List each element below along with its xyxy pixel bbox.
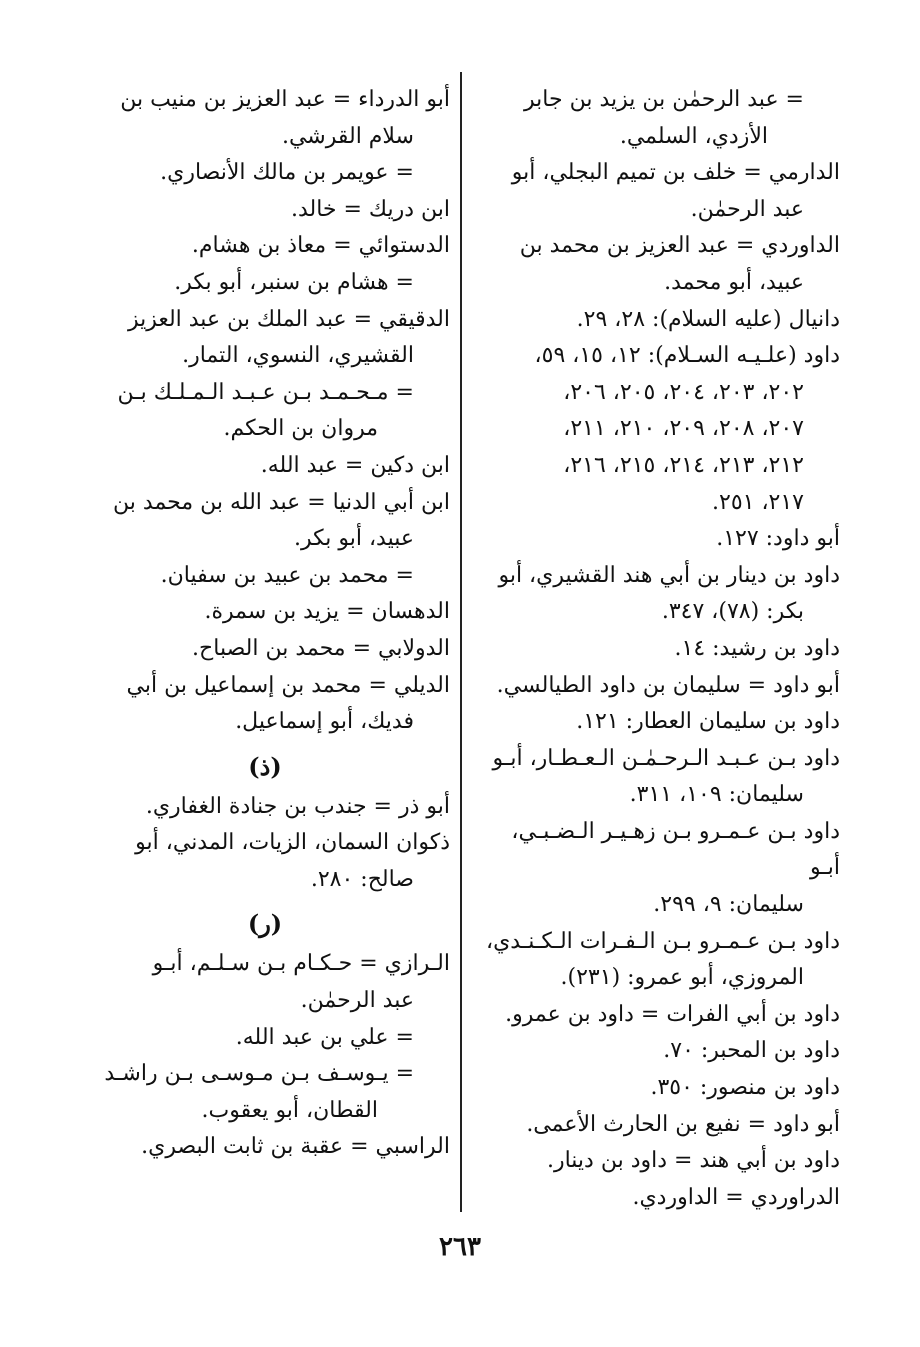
entry-line: = مـحـمـد بـن عـبـد الـمـلـك بـن	[117, 379, 414, 405]
entry-line: ابن دكين = عبد الله.	[260, 452, 450, 478]
entry-continuation-line: فديك، أبو إسماعيل.	[235, 709, 414, 735]
index-entry	[80, 594, 450, 631]
entry-line: داود بـن عـمـرو بـن زهـيـر الـضـبـي، أبـو	[511, 818, 840, 881]
index-entry	[80, 668, 450, 741]
index-column-right	[478, 82, 840, 1216]
entry-line: ابن دريك = خالد.	[290, 196, 450, 222]
index-entry	[80, 1020, 450, 1057]
index-entry	[80, 1129, 450, 1166]
entry-continuation-line: مروان بن الحكم.	[223, 416, 378, 442]
entry-continuation-line: سليمان: ٩، ٢٩٩.	[653, 892, 804, 918]
entry-line: الدهسان = يزيد بن سمرة.	[204, 599, 450, 625]
entry-continuation-line: عبيد، أبو محمد.	[664, 269, 804, 295]
entry-line: أبو ذر = جندب بن جنادة الغفاري.	[145, 793, 450, 819]
page-number: ٢٦٣	[439, 1232, 481, 1262]
index-entry	[80, 558, 450, 595]
entry-line: داود بـن عـبـد الـرحـمٰـن الـعـطـار، أبـو	[492, 745, 840, 771]
index-entry	[478, 338, 840, 521]
entry-line: أبو داود: ١٢٧.	[716, 526, 840, 552]
index-column-left	[80, 82, 450, 1166]
entry-continuation-line: القشيري، النسوي، التمار.	[182, 343, 414, 369]
column-divider	[460, 72, 462, 1212]
entry-line: داود بن رشيد: ١٤.	[674, 635, 840, 661]
entry-line: داود بن دينار بن أبي هند القشيري، أبو	[498, 562, 840, 588]
entry-line: ذكوان السمان، الزيات، المدني، أبو	[135, 830, 450, 856]
index-entry	[80, 375, 450, 448]
index-entry	[80, 631, 450, 668]
entry-line: = يـوسـف بـن مـوسـى بـن راشـد	[104, 1061, 414, 1087]
entry-continuation-line: عبد الرحمٰن.	[300, 988, 414, 1014]
entry-line: الراسبي = عقبة بن ثابت البصري.	[141, 1134, 450, 1160]
entry-line: الدراوردي = الداوردي.	[632, 1184, 840, 1210]
index-entry	[478, 704, 840, 741]
entry-line: الدولابي = محمد بن الصباح.	[192, 635, 450, 661]
section-letter-heading: (ذ)	[248, 751, 282, 781]
entry-line: الداوردي = عبد العزيز بن محمد بن	[519, 233, 840, 259]
index-entry	[478, 558, 840, 631]
index-entry	[80, 155, 450, 192]
entry-continuation-line: ٢١٢، ٢١٣، ٢١٤، ٢١٥، ٢١٦،	[563, 452, 804, 478]
entry-continuation-line: عبيد، أبو بكر.	[293, 526, 414, 552]
entry-line: داود بن أبي الفرات = داود بن عمرو.	[505, 1001, 840, 1027]
index-entry	[80, 192, 450, 229]
entry-line: = عويمر بن مالك الأنصاري.	[160, 160, 414, 186]
index-entry	[80, 448, 450, 485]
entry-line: أبو الدرداء = عبد العزيز بن منيب بن	[120, 87, 450, 112]
entry-line: داود بن سليمان العطار: ١٢١.	[576, 709, 840, 735]
entry-line: ابن أبي الدنيا = عبد الله بن محمد بن	[113, 489, 450, 515]
entry-line: = علي بن عبد الله.	[235, 1024, 414, 1050]
entry-line: أبو داود = نفيع بن الحارث الأعمى.	[526, 1111, 840, 1137]
index-entry	[80, 228, 450, 265]
index-entry	[80, 265, 450, 302]
entry-continuation-line: سليمان: ١٠٩، ٣١١.	[629, 782, 804, 808]
index-entry	[478, 302, 840, 339]
entry-line: داود بن المحبر: ٧٠.	[663, 1038, 840, 1064]
entry-continuation-line: القطان، أبو يعقوب.	[201, 1097, 378, 1123]
entry-line: داود بـن عـمـرو بـن الـفـرات الـكـنـدي،	[485, 928, 840, 954]
index-entry	[478, 155, 840, 228]
entry-line: داود بن أبي هند = داود بن دينار.	[546, 1148, 840, 1174]
index-entry	[80, 82, 450, 155]
index-entry	[478, 521, 840, 558]
index-entry	[478, 1180, 840, 1217]
entry-continuation-line: صالح: ٢٨٠.	[310, 866, 414, 892]
index-entry	[80, 825, 450, 898]
entry-line: أبو داود = سليمان بن داود الطيالسي.	[496, 672, 840, 698]
index-entry	[80, 1056, 450, 1129]
entry-continuation-line: ٢٠٢، ٢٠٣، ٢٠٤، ٢٠٥، ٢٠٦،	[563, 379, 804, 405]
index-entry	[478, 1143, 840, 1180]
index-entry	[478, 997, 840, 1034]
index-entry	[478, 668, 840, 705]
index-entry	[478, 924, 840, 997]
entry-continuation-line: الأزدي، السلمي.	[619, 123, 768, 149]
index-entry	[478, 1033, 840, 1070]
index-entry	[478, 1107, 840, 1144]
section-letter-heading: (ر)	[247, 909, 283, 939]
index-entry	[478, 631, 840, 668]
index-entry	[478, 228, 840, 301]
entry-line: = هشام بن سنبر، أبو بكر.	[174, 269, 414, 295]
entry-continuation-line: ٢٠٧، ٢٠٨، ٢٠٩، ٢١٠، ٢١١،	[563, 416, 804, 442]
entry-line: الدارمي = خلف بن تميم البجلي، أبو	[511, 160, 840, 186]
entry-continuation-line: المروزي، أبو عمرو: (٢٣١).	[560, 965, 804, 991]
index-entry	[478, 82, 840, 155]
entry-line: الـرازي = حـكـام بـن سـلـم، أبـو	[152, 951, 450, 977]
index-entry	[80, 789, 450, 826]
entry-continuation-line: بكر: (٧٨)، ٣٤٧.	[661, 599, 804, 625]
entry-line: داود بن منصور: ٣٥٠.	[650, 1075, 840, 1101]
entry-line: = محمد بن عبيد بن سفيان.	[160, 562, 414, 588]
entry-line: الديلي = محمد بن إسماعيل بن أبي	[126, 672, 450, 698]
entry-line: دانيال (عليه السلام): ٢٨، ٢٩.	[576, 306, 840, 332]
entry-line: الدقيقي = عبد الملك بن عبد العزيز	[127, 306, 450, 332]
entry-continuation-line: سلام القرشي.	[281, 123, 414, 149]
entry-line: الدستوائي = معاذ بن هشام.	[191, 233, 450, 259]
entry-line: = عبد الرحمٰن بن يزيد بن جابر	[524, 87, 804, 112]
index-entry	[80, 485, 450, 558]
entry-continuation-line: عبد الرحمٰن.	[690, 196, 804, 222]
index-entry	[80, 946, 450, 1019]
index-entry	[478, 1070, 840, 1107]
index-entry	[478, 814, 840, 924]
entry-continuation-line: ٢١٧، ٢٥١.	[712, 489, 804, 515]
entry-line: داود (علـيـه السـلام): ١٢، ١٥، ٥٩،	[534, 343, 840, 369]
index-entry	[80, 302, 450, 375]
index-entry	[478, 741, 840, 814]
